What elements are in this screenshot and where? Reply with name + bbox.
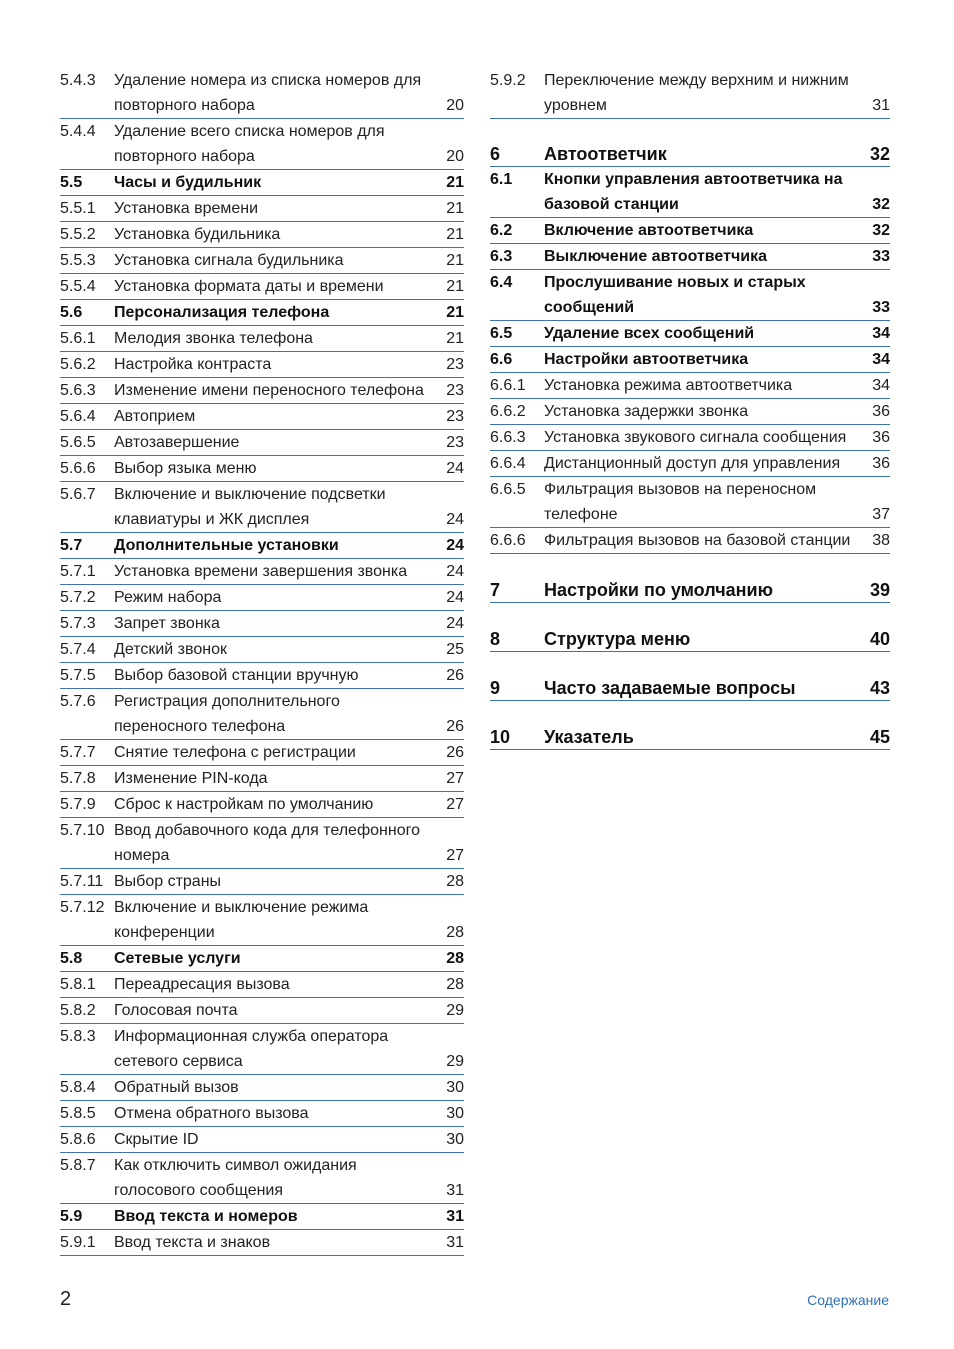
toc-entry-page: 36 [872,429,890,446]
toc-entry [60,766,464,792]
toc-entry-page: 21 [446,174,464,191]
toc-entry-number: 5.6.6 [60,460,96,477]
toc-entry-number: 5.7 [60,537,83,554]
toc-entry [490,676,890,701]
toc-entry-title: Автоответчик [544,144,667,164]
toc-entry-page: 45 [869,727,890,747]
toc-entry-title: Изменение PIN-кода [114,770,268,787]
toc-entry-title: Переключение между верхним и нижним уровнем [544,72,849,114]
toc-entry-title: Включение автоответчика [544,222,754,239]
toc-entry-title: Установка задержки звонка [544,403,749,420]
toc-entry-title: Включение и выключение подсветки клавиатуры и ЖК дисплея [114,486,386,528]
toc-entry [60,222,464,248]
toc-entry-number: 5.8.7 [60,1157,96,1174]
toc-entry-title: Фильтрация вызовов на базовой станции [544,532,851,549]
toc-entry-number: 6.6.1 [490,377,526,394]
toc-entry [60,1153,464,1204]
toc-entry-page: 40 [869,629,890,649]
toc-entry [60,482,464,533]
toc-entry-page: 23 [446,382,464,399]
toc-entry [60,1075,464,1101]
toc-entry-number: 5.7.6 [60,693,96,710]
toc-entry [60,740,464,766]
toc-entry-number: 5.9.2 [490,72,526,89]
toc-entry-number: 5.8.4 [60,1079,96,1096]
toc-entry [490,399,890,425]
toc-entry-title: Удаление всего списка номеров для повторного набора [114,123,385,165]
toc-entry [490,270,890,321]
toc-entry-page: 32 [872,222,890,239]
toc-entry-page: 27 [446,847,464,864]
toc-entry-title: Как отключить символ ожидания голосового сообщения [114,1157,357,1199]
toc-entry-number: 5.7.4 [60,641,96,658]
toc-entry-number: 5.5.3 [60,252,96,269]
toc-entry-title: Персонализация телефона [114,304,330,321]
toc-entry-page: 21 [446,330,464,347]
toc-entry [490,167,890,218]
toc-entry-page: 21 [446,252,464,269]
toc-entry-page: 32 [869,144,890,164]
toc-entry-page: 30 [446,1079,464,1096]
toc-entry [60,792,464,818]
toc-entry-page: 43 [869,678,890,698]
toc-entry-title: Ввод добавочного кода для телефонного номера [114,822,420,864]
toc-entry [60,637,464,663]
toc-entry-page: 36 [872,403,890,420]
toc-entry-number: 5.4.3 [60,72,96,89]
toc-entry [60,946,464,972]
toc-entry [60,895,464,946]
toc-entry [490,477,890,528]
toc-entry-number: 6.6.5 [490,481,526,498]
toc-entry-title: Установка звукового сигнала сообщения [544,429,847,446]
toc-entry-title: Установка формата даты и времени [114,278,384,295]
toc-entry [490,725,890,750]
toc-entry-title: Установка будильника [114,226,281,243]
toc-entry-number: 5.7.8 [60,770,96,787]
toc-entry-title: Голосовая почта [114,1002,238,1019]
toc-entry-page: 33 [872,248,890,265]
toc-entry [490,68,890,119]
toc-entry-number: 5.7.11 [60,873,104,890]
toc-entry [490,528,890,554]
toc-entry-number: 5.6.7 [60,486,96,503]
toc-entry-page: 31 [446,1208,464,1225]
toc-entry [490,347,890,373]
toc-entry-page: 27 [446,770,464,787]
toc-entry-title: Мелодия звонка телефона [114,330,313,347]
toc-entry-title: Скрытие ID [114,1131,199,1148]
toc-entry-title: Запрет звонка [114,615,220,632]
toc-entry-title: Выбор страны [114,873,222,890]
toc-entry [60,663,464,689]
toc-entry-page: 23 [446,408,464,425]
toc-entry-number: 6.6 [490,351,513,368]
toc-entry [60,1127,464,1153]
toc-entry-number: 5.6.1 [60,330,96,347]
toc-entry [60,818,464,869]
toc-entry-page: 34 [872,351,890,368]
toc-entry-page: 24 [446,615,464,632]
toc-entry [60,274,464,300]
toc-entry-page: 24 [446,589,464,606]
toc-entry-page: 30 [446,1131,464,1148]
toc-entry-title: Структура меню [544,629,691,649]
toc-entry-number: 5.6.3 [60,382,96,399]
toc-entry-number: 5.5.1 [60,200,96,217]
toc-entry-number: 5.7.10 [60,822,105,839]
toc-entry-page: 26 [446,718,464,735]
toc-entry [60,170,464,196]
toc-entry-title: Включение и выключение режима конференции [114,899,369,941]
toc-entry [490,218,890,244]
toc-entry-page: 29 [446,1053,464,1070]
toc-entry [60,1204,464,1230]
toc-entry-page: 28 [446,873,464,890]
toc-entry-number: 5.6 [60,304,83,321]
toc-entry [490,627,890,652]
toc-entry-page: 24 [446,511,464,528]
toc-entry [490,578,890,603]
toc-entry [60,611,464,637]
toc-entry-number: 5.6.4 [60,408,96,425]
toc-entry [60,300,464,326]
toc-entry-number: 5.8.1 [60,976,96,993]
toc-entry [490,321,890,347]
toc-entry-title: Настройка контраста [114,356,272,373]
toc-entry-number: 5.6.2 [60,356,96,373]
toc-entry-number: 5.7.5 [60,667,96,684]
toc-entry [60,456,464,482]
toc-entry-title: Детский звонок [114,641,227,658]
toc-entry-number: 6 [490,144,501,164]
toc-entry-number: 6.6.4 [490,455,526,472]
toc-entry-page: 36 [872,455,890,472]
toc-entry-number: 5.7.1 [60,563,96,580]
toc-entry-number: 8 [490,629,501,649]
toc-entry-number: 5.8.5 [60,1105,96,1122]
toc-entry-number: 6.1 [490,171,513,188]
toc-entry [60,585,464,611]
toc-entry-page: 28 [446,950,464,967]
toc-entry [60,326,464,352]
toc-entry-title: Прослушивание новых и старых сообщений [544,274,806,316]
toc-entry [60,430,464,456]
toc-entry-page: 39 [869,580,890,600]
toc-entry-page: 38 [872,532,890,549]
toc-entry-title: Настройки автоответчика [544,351,749,368]
toc-entry-title: Установка времени [114,200,259,217]
toc-entry-number: 9 [490,678,501,698]
toc-entry-page: 20 [446,148,464,165]
toc-entry [60,998,464,1024]
toc-entry-number: 5.9 [60,1208,83,1225]
toc-entry-page: 24 [446,563,464,580]
toc-entry-page: 23 [446,356,464,373]
toc-left-column [60,68,464,1256]
toc-right-column [490,68,890,750]
toc-entry-title: Выбор базовой станции вручную [114,667,359,684]
toc-entry-title: Выбор языка меню [114,460,257,477]
toc-entry-title: Обратный вызов [114,1079,239,1096]
toc-entry-title: Изменение имени переносного телефона [114,382,424,399]
toc-entry [60,404,464,430]
toc-entry-number: 5.9.1 [60,1234,96,1251]
toc-entry-title: Отмена обратного вызова [114,1105,309,1122]
toc-entry-number: 5.7.7 [60,744,96,761]
toc-entry-number: 5.7.2 [60,589,96,606]
toc-entry-number: 5.7.12 [60,899,105,916]
toc-entry-number: 5.7.9 [60,796,96,813]
toc-entry-page: 28 [446,924,464,941]
toc-entry-page: 24 [446,537,464,554]
toc-entry-title: Фильтрация вызовов на переносном телефоне [544,481,817,523]
toc-entry-number: 6.6.2 [490,403,526,420]
toc-entry-title: Сброс к настройкам по умолчанию [114,796,374,813]
toc-entry-title: Автоприем [114,408,196,425]
toc-entry-number: 6.5 [490,325,513,342]
toc-entry [60,559,464,585]
toc-entry [60,689,464,740]
toc-entry-number: 5.8 [60,950,83,967]
toc-entry-page: 30 [446,1105,464,1122]
toc-entry-title: Удаление номера из списка номеров для повторного набора [114,72,422,114]
toc-entry-number: 6.6.6 [490,532,526,549]
toc-entry [60,68,464,119]
toc-entry-number: 5.8.3 [60,1028,96,1045]
toc-entry-number: 5.4.4 [60,123,96,140]
toc-entry [490,451,890,477]
toc-entry [60,352,464,378]
toc-entry-number: 5.5 [60,174,83,191]
toc-entry-page: 29 [446,1002,464,1019]
toc-entry-page: 31 [446,1182,464,1199]
toc-entry-title: Часы и будильник [114,174,262,191]
toc-entry-page: 20 [446,97,464,114]
toc-entry-page: 21 [446,278,464,295]
section-name: Содержание [807,1292,889,1308]
toc-entry [60,1230,464,1256]
toc-entry-page: 24 [446,460,464,477]
toc-entry-title: Снятие телефона с регистрации [114,744,356,761]
toc-entry-page: 34 [872,377,890,394]
toc-entry-title: Установка сигнала будильника [114,252,344,269]
toc-entry-number: 6.6.3 [490,429,526,446]
toc-entry-number: 6.2 [490,222,513,239]
toc-entry [60,972,464,998]
toc-entry-title: Переадресация вызова [114,976,290,993]
toc-entry-page: 25 [446,641,464,658]
toc-entry-title: Установка режима автоответчика [544,377,793,394]
toc-entry-page: 33 [872,299,890,316]
toc-entry-title: Информационная служба оператора сетевого сервиса [114,1028,389,1070]
toc-entry-page: 31 [872,97,890,114]
toc-entry [60,378,464,404]
toc-entry-page: 26 [446,744,464,761]
toc-entry-title: Дополнительные установки [114,537,339,554]
toc-entry-title: Кнопки управления автоответчика на базовой станции [544,171,843,213]
toc-entry-title: Настройки по умолчанию [544,580,773,600]
toc-entry-number: 6.3 [490,248,513,265]
page-number: 2 [60,1288,72,1310]
toc-entry-page: 27 [446,796,464,813]
toc-entry-page: 26 [446,667,464,684]
toc-entry-number: 6.4 [490,274,513,291]
toc-entry-title: Выключение автоответчика [544,248,767,265]
toc-entry-title: Указатель [544,727,634,747]
toc-entry-page: 21 [446,226,464,243]
toc-entry [60,1101,464,1127]
toc-entry-title: Режим набора [114,589,222,606]
toc-entry-number: 5.7.3 [60,615,96,632]
toc-entry-number: 5.8.6 [60,1131,96,1148]
toc-entry-title: Часто задаваемые вопросы [544,678,796,698]
toc-entry [60,1024,464,1075]
toc-entry-number: 7 [490,580,501,600]
toc-entry-number: 5.6.5 [60,434,96,451]
toc-entry [490,373,890,399]
toc-entry-page: 21 [446,200,464,217]
toc-entry [60,196,464,222]
toc-entry-title: Ввод текста и знаков [114,1234,271,1251]
toc-entry [60,248,464,274]
toc-entry-page: 32 [872,196,890,213]
toc-entry-number: 5.5.2 [60,226,96,243]
toc-entry [490,425,890,451]
toc-entry-number: 5.8.2 [60,1002,96,1019]
toc-entry [60,119,464,170]
toc-entry [60,869,464,895]
toc-entry-title: Установка времени завершения звонка [114,563,408,580]
toc-entry-page: 21 [446,304,464,321]
toc-entry [490,244,890,270]
toc-entry-page: 37 [872,506,890,523]
toc-entry-title: Дистанционный доступ для управления [544,455,841,472]
toc-entry-number: 5.5.4 [60,278,96,295]
toc-entry-title: Регистрация дополнительного переносного телефона [114,693,340,735]
toc-entry [490,142,890,167]
toc-entry-title: Сетевые услуги [114,950,241,967]
toc-entry-number: 10 [490,727,511,747]
toc-entry-page: 31 [446,1234,464,1251]
toc-entry-title: Удаление всех сообщений [544,325,755,342]
toc-entry-page: 28 [446,976,464,993]
toc-entry-title: Автозавершение [114,434,240,451]
toc-entry-page: 23 [446,434,464,451]
toc-entry-title: Ввод текста и номеров [114,1208,298,1225]
toc-entry-page: 34 [872,325,890,342]
toc-entry [60,533,464,559]
